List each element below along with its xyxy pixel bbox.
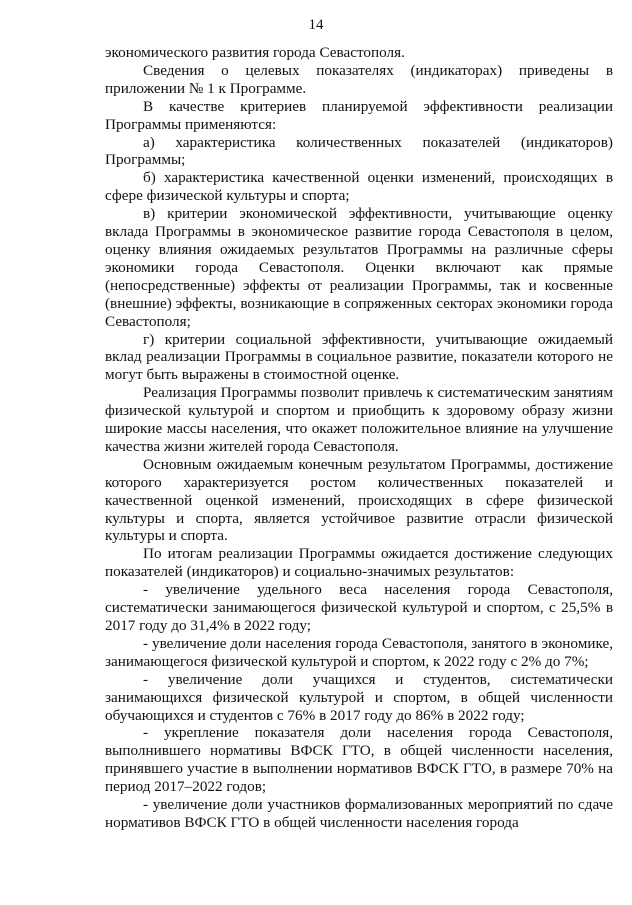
list-item-criterion-d: г) критерии социальной эффективности, учитывающие ожидаемый вклад реализации Программы в социальное развитие, показатели которого не могут быть выражены в стоимостной оценке.: [105, 330, 613, 384]
document-body: [105, 44, 613, 832]
list-item-criterion-c: в) критерии экономической эффективности, учитывающие оценку вклада Программы в экономическое развитие города Севастополя в целом, оценку влияния ожидаемых результатов Программы на различные сферы экономики города Севастополя. Оценки включают как прямые (непосредственные) эффекты от реализации Программы, так и косвенные (внешние) эффекты, возникающие в сопряженных секторах экономики города Севастополя;: [105, 205, 613, 330]
list-item-indicator-4: - укрепление показателя доли населения города Севастополя, выполнившего нормативы ВФСК ГТО, в общей численности населения, принявшего участие в выполнении нормативов ВФСК ГТО, в размере 70% на период 2017–2022 годов;: [105, 724, 613, 796]
list-item-criterion-b: б) характеристика качественной оценки изменений, происходящих в сфере физической культуры и спорта;: [105, 169, 613, 205]
paragraph-indicators-intro: По итогам реализации Программы ожидается достижение следующих показателей (индикаторов) и социально-значимых результатов:: [105, 545, 613, 581]
list-item-indicator-1: - увеличение удельного веса населения города Севастополя, систематически занимающегося физической культурой и спортом, с 25,5% в 2017 году до 31,4% в 2022 году;: [105, 581, 613, 634]
paragraph-indicators-reference: Сведения о целевых показателях (индикаторах) приведены в приложении № 1 к Программе.: [105, 61, 613, 97]
page-number: 14: [308, 17, 324, 33]
paragraph-expected-result: Основным ожидаемым конечным результатом Программы, достижение которого характеризуется ростом количественных показателей и качественной оценкой изменений, происходящих в сфере физической культуры и спорта, является устойчивое развитие отрасли физической культуры и спорта.: [105, 455, 613, 545]
list-item-indicator-5: - увеличение доли участников формализованных мероприятий по сдаче нормативов ВФСК ГТО в общей численности населения города: [105, 796, 613, 831]
list-item-criterion-a: а) характеристика количественных показателей (индикаторов) Программы;: [105, 133, 613, 169]
list-item-indicator-2: - увеличение доли населения города Севастополя, занятого в экономике, занимающегося физической культурой и спортом, к 2022 году с 2% до 7%;: [105, 634, 613, 670]
paragraph-continuation: экономического развития города Севастополя.: [105, 44, 405, 61]
paragraph-program-impact: Реализация Программы позволит привлечь к систематическим занятиям физической культурой и спортом и приобщить к здоровому образу жизни широкие массы населения, что окажет положительное влияние на улучшение качества жизни жителей города Севастополя.: [105, 384, 613, 455]
paragraph-criteria-intro: В качестве критериев планируемой эффективности реализации Программы применяются:: [105, 97, 613, 133]
list-item-indicator-3: - увеличение доли учащихся и студентов, систематически занимающихся физической культурой и спортом, в общей численности обучающихся и студентов с 76% в 2017 году до 86% в 2022 году;: [105, 670, 613, 724]
